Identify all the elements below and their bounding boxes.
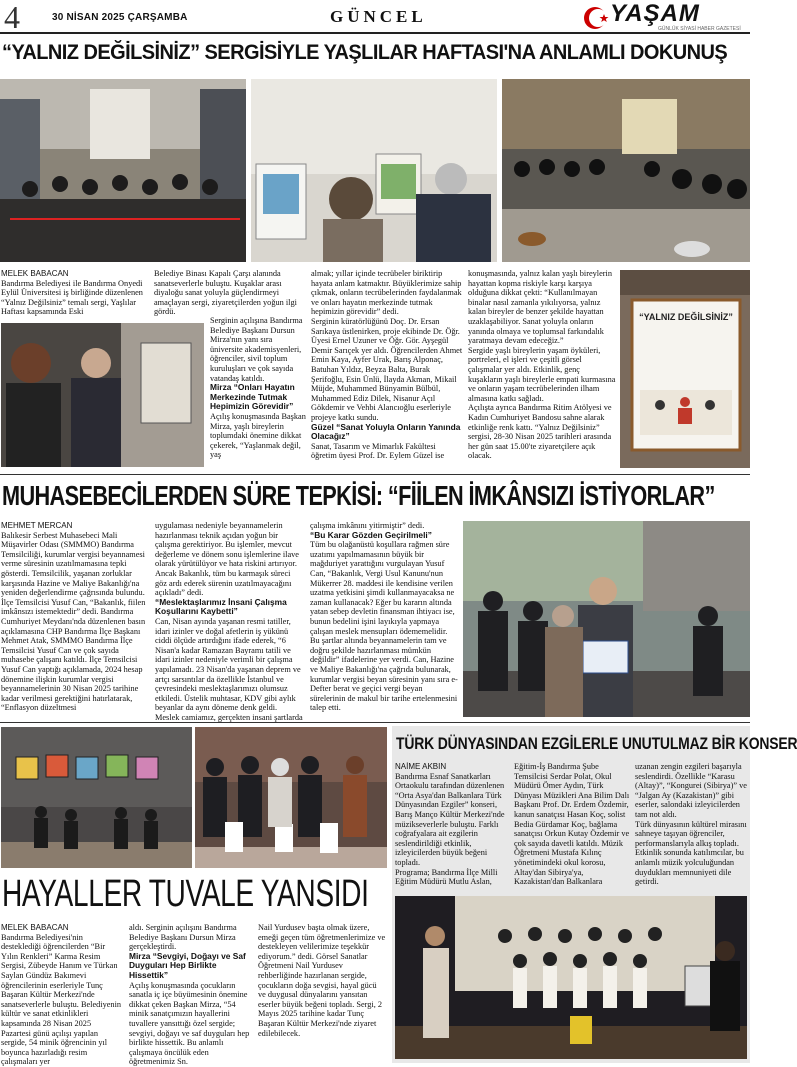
story4-col1 xyxy=(395,762,510,892)
story3-col3 xyxy=(258,923,386,1061)
story3-col2-text: aldı. Serginin açılışını Bandırma Belediye Başkanı Dursun Mirza gerçekleştirdi. xyxy=(129,923,237,952)
newspaper-logo[interactable] xyxy=(582,2,748,32)
story1-col2-body: Serginin açılışına Bandırma Belediye Başkanı Dursun Mirza'nın yanı sıra üniversite akademisyenleri, öğrenciler, sivil toplum kuruluşları ve çok sayıda vatandaş katıldı. xyxy=(210,316,303,383)
story3-col3-text: Nail Yurdusev başta olmak üzere, emeği geçen tüm öğretmenlerimize ve destekleyen velilerimize teşekkür ediyorum.” dedi. Görsel Sanatlar Öğretmeni Nail Yurdusev rehberliğinde hazırlanan sergide, çocukların doğa sevgisi, hayal gücü ve duygusal dünyalarını yansıtan eserler büyük beğeni topladı. Sergi, 2 Mayıs 2025 tarihine kadar Tunç Başaran Kültür Merkezi'nde ziyaret edilebilecek. xyxy=(258,923,386,1038)
page-number: 4 xyxy=(4,0,20,35)
section-divider-2 xyxy=(0,722,750,723)
story3-col2-tail: Açılış konuşmasında çocukların sanatla iç içe büyümesinin önemine dikkat çeken Başkan Mirza, “54 minik sanatçımızın hayallerini tuvallere yansıttığı özel sergide; sevgiyi, doğayı ve saf duyguları hep birlikte hissettik. Bu anlamlı çalışmaya öncülük eden öğretmenimiz Sn. xyxy=(129,980,250,1067)
story1-poster-title: “YALNIZ DEĞİLSİNİZ” xyxy=(639,312,733,322)
story2-col2-subheading: “Meslektaşlarımız İnsani Çalışma Koşullarını Kaybetti” xyxy=(155,596,287,617)
story2-col2-text: uygulaması nedeniyle beyannamelerin hazırlanması teknik açıdan yoğun bir çalışma gerektiriyor. Bu işlemler, mevcut değerleme ve dönem sonu işlemlerine ilave olarak yürütülüyor ve hata riskini artırıyor. Ancak Bakanlık, tüm bu karmaşık süreci göz ardı ederek sürenin uzatılmayacağını açıkladı” dedi. xyxy=(155,521,299,598)
section-title: GÜNCEL xyxy=(330,7,427,26)
story1-col1 xyxy=(1,269,150,319)
story2-col2-tail: Can, Nisan ayında yaşanan resmi tatiller, idari izinler ve doğal afetlerin iş yükünü ciddi ölçüde artırdığını ifade ederek, “6 Nisan'a kadar Ramazan Bayramı tatili ve idari izinler nedeniyle verimli bir çalışma yapılamadı. 23 Nisan'da yaşanan deprem ve artçı sarsıntılar da özellikle İstanbul ve çevresindeki meslektaşlarımızı olumsuz etkiledi. Üstelik muhtasar, KDV gibi aylık beyanlar da aynı döneme denk geldi. Meslek camiamız, gerçekten insani şartlarda xyxy=(155,616,303,722)
story1-col4 xyxy=(468,269,616,469)
story3-photo-group xyxy=(195,727,387,868)
story1-byline: MELEK BABACAN xyxy=(1,269,69,278)
story1-col3-tail: Sanat, Tasarım ve Mimarlık Fakültesi öğretim üyesi Prof. Dr. Eylem Güzel ise xyxy=(311,441,445,461)
story3-photo-exhibition-hall xyxy=(1,727,192,868)
logo-wordmark: YAŞAM xyxy=(610,0,700,27)
story3-byline: MELEK BABACAN xyxy=(1,923,69,932)
story1-col1-text: Bandırma Belediyesi ile Bandırma Onyedi Eylül Üniversitesi iş birliğinde düzenlenen “Yalnız Değilsiniz” temalı sergi, Yaşlılar Haftası kapsamında Eski xyxy=(1,278,143,317)
story1-col2-subheading: Mirza “Onları Hayatın Merkezinde Tutmak Hepimizin Görevidir” xyxy=(210,382,295,412)
story4-byline: NAİME AKBIN xyxy=(395,762,447,771)
story3-col1 xyxy=(1,923,123,1067)
story2-col1 xyxy=(1,521,151,721)
story3-headline[interactable]: HAYALLER TUVALE YANSIDI xyxy=(2,873,369,915)
story2-col3-subheading: “Bu Karar Gözden Geçirilmeli” xyxy=(310,529,432,540)
crescent-star-icon xyxy=(582,3,612,33)
story2-photo-press-statement xyxy=(463,521,750,717)
story4-col2 xyxy=(514,762,631,892)
story2-col1-text: Balıkesir Serbest Muhasebeci Mali Müşavirler Odası (SMMMO) Bandırma Temsilciliği, kurumlar vergisi beyannamesi verme süresinin uzatılmamasına tepki gösterdi. Temsilcilik, yaşanan zorluklar karşısında Hazine ve Maliye Bakanlığı'na yeniden değerlendirme çağrısında bulundu. İlçe Temsilcisi Yusuf Can, “Bakanlık, fiilen imkânsızı istemektedir” dedi. Bandırma Cumhuriyet Meydanı'nda düzenlenen basın açıklamasına CHP Bandırma İlçe Başkanı Mehmet Atak, SMMMO Bandırma İlçe Temsilcisi Yusuf Can ve çok sayıda muhasebe çalışanı katıldı. İlçe Temsilcisi Yusuf Can yaptığı açıklamada, 2024 hesap dönemine ilişkin kurumlar vergisi beyannamelerinin 30 Nisan 2025 tarihine kadar verilmesi gerektiğini hatırlatarak, “Enflasyon düzeltmesi xyxy=(1,530,146,713)
story1-photo-visitors xyxy=(251,79,497,262)
story3-col1-text: Bandırma Belediyesi'nin desteklediği öğrencilerden “Bir Yılın Renkleri” Karma Resim Sergisi, Zübeyde Hanım ve Türkan Saylan Gündüz Bakımevi öğrencilerinin eserleriyle Tunç Başaran Kültür Merkezi'nde sanatseverlerle buluştu. Belediyenin kültür ve sanat etkinlikleri kapsamında 28 Nisan 2025 Pazartesi günü açılışı yapılan sergide, 54 minik öğrencinin yıl boyunca hazırladığı resim çalışmaları yer xyxy=(1,932,122,1067)
story3-col2-subheading: Mirza “Sevgiyi, Doğayı ve Saf Duyguları Hep Birlikte Hissettik” xyxy=(129,950,246,980)
story3-col2 xyxy=(129,923,251,1067)
story1-col3-text-b: Serginin küratörlüğünü Doç. Dr. Ersan Sarıkaya üstlenirken, proje ekibinde Dr. Öğr. Üyesi Ernel Uzuner ve Öğr. Gör. Ayşegül Demir Sarıçek yer aldı. Öğrencilerden Ahmet Emin Kaya, Ayfer Urak, Barış Alponaç, Batuhan Yıldız, Beyza Balta, Burak Şerifoğlu, Esin Ünlü, İlayda Akman, Mikail Müjde, Muhammed Bünyamin Bülbül, Muhammed Ediz Dilek, Nisanur Açıl Gökdemir ve Vehbi Alancıoğlu eserleriyle projeye katkı sundu. xyxy=(311,316,463,422)
story1-photo-rhythm-band xyxy=(502,79,750,262)
story1-col3 xyxy=(311,269,463,469)
issue-date: 30 NİSAN 2025 ÇARŞAMBA xyxy=(52,12,188,23)
story1-col3-subheading: Güzel “Sanat Yoluyla Onların Yanında Olacağız” xyxy=(311,421,461,442)
story1-col2-intro: Belediye Binası Kapalı Çarşı alanında sanatseverlerle buluştu. Kuşaklar arası diyaloğu sanat yoluyla güçlendirmeyi amaçlayan sergi, ziyaretçilerden yoğun ilgi gördü. xyxy=(154,269,297,317)
story4-col3 xyxy=(635,762,748,892)
story2-headline[interactable]: MUHASEBECİLERDEN SÜRE TEPKİSİ: “FİİLEN İMKÂNSIZI İSTİYORLAR” xyxy=(2,480,715,511)
story1-headline[interactable]: “YALNIZ DEĞİLSİNİZ” SERGİSİYLE YAŞLILAR HAFTASI'NA ANLAMLI DOKUNUŞ xyxy=(2,40,728,64)
story4-col3-text-b: Türk dünyasının kültürel mirasını sahneye taşıyan öğrenciler, performanslarıyla alkış topladı. Etkinlik sonunda katılımcılar, bu anlamlı müzik yolculuğundan duydukları memnuniyeti dile getirdi. xyxy=(635,819,747,887)
story1-photo-exhibition-poster xyxy=(620,270,750,468)
story2-byline: MEHMET MERCAN xyxy=(1,521,73,530)
masthead xyxy=(0,0,750,34)
logo-tagline: GÜNLÜK SİYASİ HABER GAZETESİ xyxy=(658,26,741,32)
story1-photo-ribbon-cutting xyxy=(0,79,246,262)
story4-col2-text: Eğitim-İş Bandırma Şube Temsilcisi Serdar Polat, Okul Müdürü Ömer Aydın, Türk Dünyası Müzikleri Ana Bilim Dalı Başkanı Prof. Dr. Erdem Özdemir, kanun sanatçısı Hasan Koç, solist Bedia Gürdamar Koç, bağlama sanatçısı Orkun Kutay Özdemir ve çok sayıda davetli katıldı. Müzik Öğretmeni Mustafa Kılınç yönetimindeki okul korosu, Altay'dan Sibirya'ya, Kazakistan'dan Balkanlara xyxy=(514,762,630,887)
story1-col4-text-b: Sergide yaşlı bireylerin yaşam öyküleri, portreleri, el işleri ve çeşitli görsel çalışmalar yer aldı. Etkinlik, genç kuşakların yaşlı bireylerle empati kurmasına ve onların yaşam tecrübelerinden ilham almasına katkı sağladı. xyxy=(468,345,616,403)
story4-col3-text: uzanan zengin ezgileri başarıyla seslendirdi. Özellikle “Karasu (Altay)”, “Kongurei (Sibirya)” ve “Jalgan Ay (Kazakistan)” gibi eserler, salondaki izleyicilerden tam not aldı. xyxy=(635,762,747,819)
section-divider xyxy=(0,474,750,475)
story1-col4-text: konuşmasında, yalnız kalan yaşlı bireylerin hayattan kopma riskiyle karşı karşıya olduğuna dikkat çekti: “Kullanılmayan binalar nasıl zamanla yıkılıyorsa, yalnız kalan bireyler de benzer şekilde hayattan uzaklaşabiliyor. Sanat yoluyla onların yanında olmaya ve toplumsal farkındalık yaratmaya devam edeceğiz.” xyxy=(468,269,613,346)
story1-col2-tail: Açılış konuşmasında Başkan Mirza, yaşlı bireylerin toplumdaki önemine dikkat çekerek, “Yaşlanmak değil, yaş xyxy=(210,411,306,460)
story1-col2b xyxy=(210,316,306,470)
story4-col1-text: Bandırma Esnaf Sanatkarları Ortaokulu tarafından düzenlenen “Orta Asya'dan Balkanlara Türk Dünyasından Ezgiler” konseri, Barış Manço Kültür Merkezi'nde müzikseverlerle buluştu. Farklı coğrafyalara ait ezgilerin seslendirildiği etkinlik, izleyicilerden büyük beğeni topladı. xyxy=(395,771,505,867)
story4-col1-text-b: Programa; Bandırma İlçe Milli Eğitim Müdürü Mutlu Aslan, xyxy=(395,867,498,887)
story4-headline[interactable]: TÜRK DÜNYASINDAN EZGİLERLE UNUTULMAZ BİR KONSER xyxy=(396,734,797,753)
story2-col3-text: çalışma imkânını yitirmiştir” dedi. xyxy=(310,521,425,530)
story2-col3-tail: Tüm bu olağanüstü koşullara rağmen süre uzatımı yapılmamasının büyük bir mağduriyet yarattığını vurgulayan Yusuf Can, “Bakanlık, Vergi Usul Kanunu'nun Mükerrer 28. maddesi ile kendisine verilen uzatma yetkisini şimdi kullanmayacaksa ne zaman kullanacak? Eğer bu kararın altında yatan sebep devletin finansman ihtiyacı ise, bunun bedelini işini layıkıyla yapmaya çalışan meslek mensupları ödememelidir. Bu şartlar altında beyannamelerin tam ve doğru şekilde hazırlanması mümkün değildir” ifadelerine yer verdi. Can, Hazine ve Maliye Bakanlığı'na çağrıda bulunarak, kurumlar vergisi beyan süresinin yanı sıra e-Defter berat ve geçici vergi beyan sürelerinin de makul bir tarihe ertelenmesini talep etti. xyxy=(310,540,458,713)
story1-col3-text: almak; yıllar içinde tecrübeler biriktirip hayata anlam katmaktır. Büyüklerimize sahip çıkmak, onların tecrübelerinden faydalanmak ve onları hayatın merkezinde tutmak hepimizin görevidir” dedi. xyxy=(311,269,462,317)
story1-col4-text-c: Açılışta ayrıca Bandırma Ritim Atölyesi ve Kadın Cumhuriyet Bandosu sahne alarak etkinliğe renk kattı. “Yalnız Değilsiniz” sergisi, 28-30 Nisan 2025 tarihleri arasında her gün saat 15.00'te ziyaretçilere açık olacak. xyxy=(468,403,612,461)
story2-col2 xyxy=(155,521,303,721)
story4-photo-choir-concert xyxy=(395,896,747,1059)
story2-col3 xyxy=(310,521,458,721)
